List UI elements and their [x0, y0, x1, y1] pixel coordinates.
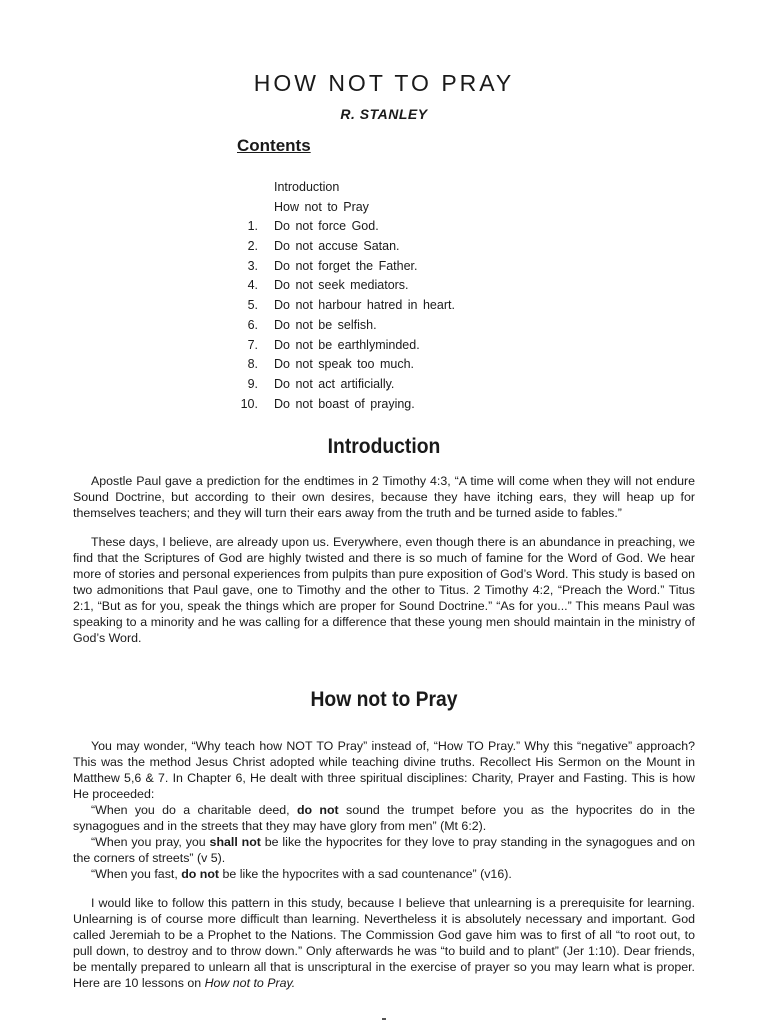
toc-label: Do not accuse Satan.: [274, 239, 400, 254]
emphasis-text: do not: [296, 803, 339, 817]
quote-fasting: “When you fast, do not be like the hypocrites with a sad countenance” (v16).: [91, 867, 512, 881]
toc-item[interactable]: [232, 316, 532, 336]
table-of-contents: [232, 178, 532, 414]
page-footer-mark: [382, 1018, 386, 1020]
toc-label: How not to Pray: [274, 199, 369, 214]
toc-item[interactable]: [232, 217, 532, 237]
toc-label: Do not be earthlyminded.: [274, 337, 420, 352]
toc-label: Do not speak too much.: [274, 357, 415, 372]
toc-item[interactable]: [232, 257, 532, 277]
toc-number: 3.: [247, 258, 258, 273]
toc-item[interactable]: [232, 178, 532, 198]
quote-charity: “When you do a charitable deed, do not sound the trumpet before you as the hypocrites do in the synagogues and in the streets that they may have glory from men” (Mt 6:2).: [73, 803, 695, 833]
toc-label: Do not act artificially.: [274, 376, 395, 391]
emphasis-text: shall not: [209, 835, 261, 849]
how-paragraph-1: You may wonder, “Why teach how NOT TO Pray” instead of, “How TO Pray.” Why this “negative” approach? This was the method Jesus Christ adopted while teaching divine truths. Recollect His Sermon on the Mount in Matthew 5,6 & 7. In Chapter 6, He dealt with three spiritual disciplines: Charity, Prayer and Fasting. This is how He proceeded:: [73, 739, 695, 801]
how-not-to-pray-heading: How not to Pray: [310, 688, 458, 711]
toc-number: 7.: [247, 337, 258, 352]
toc-number: 4.: [247, 278, 258, 293]
toc-item[interactable]: [232, 355, 532, 375]
toc-label: Introduction: [274, 180, 340, 194]
intro-paragraph-2: These days, I believe, are already upon us. Everywhere, even though there is an abundance in preaching, we find that the Scriptures of God are highly twisted and there is so much of famine for the Word of God. We hear more of stories and personal experiences from pulpits than pure exposition of God’s Word. This study is based on two admonitions that Paul gave, one to Timothy and the other to Titus. 2 Timothy 4:2, “Preach the Word.” Titus 2:1, “But as for you, speak the things which are proper for Sound Doctrine.” “As for you...” This means Paul was speaking to a minority and he was calling for a difference that these young men should maintain in the ministry of God’s Word.: [73, 535, 695, 645]
toc-number: 9.: [247, 376, 258, 391]
how-paragraph-2: I would like to follow this pattern in this study, because I believe that unlearning is a prerequisite for learning. Unlearning is of course more difficult than learning. Nevertheless it is absolutely necessary and important. God called Jeremiah to be a Prophet to the Nations. The Commission God gave him was to first of all “to root out, to pull down, to destroy and to throw down.” Only afterwards he was “to build and to plant” (Jer 1:10). Dear friends, be mentally prepared to unlearn all that is unscriptural in the exercise of prayer so you may learn what is proper. Here are 10 lessons on How not to Pray.: [73, 896, 695, 990]
toc-number: 1.: [247, 219, 258, 234]
toc-label: Do not force God.: [274, 219, 379, 234]
quote-prayer: “When you pray, you shall not be like the hypocrites for they love to pray standing in the synagogues and on the corners of streets” (v 5).: [73, 835, 695, 865]
introduction-section: [73, 473, 695, 646]
toc-item[interactable]: [232, 296, 532, 316]
toc-number: 2.: [247, 239, 258, 254]
intro-paragraph-1: Apostle Paul gave a prediction for the endtimes in 2 Timothy 4:3, “A time will come when they will not endure Sound Doctrine, but according to their own desires, because they have itching ears, they will heap up for themselves teachers; and they will turn their ears away from the truth and be turned aside to fables.”: [73, 474, 695, 520]
toc-item[interactable]: [232, 375, 532, 395]
toc-number: [232, 178, 274, 198]
toc-item[interactable]: [232, 395, 532, 415]
toc-label: Do not be selfish.: [274, 317, 377, 332]
how-not-to-pray-section: [73, 738, 695, 991]
toc-item[interactable]: [232, 198, 532, 218]
toc-number: 6.: [247, 317, 258, 332]
toc-number: [232, 198, 274, 218]
contents-heading: Contents: [237, 136, 311, 155]
toc-item[interactable]: [232, 336, 532, 356]
toc-label: Do not forget the Father.: [274, 258, 418, 273]
toc-number: 8.: [247, 357, 258, 372]
toc-label: Do not seek mediators.: [274, 278, 409, 293]
toc-number: 10.: [240, 396, 258, 411]
toc-item[interactable]: [232, 276, 532, 296]
toc-label: Do not boast of praying.: [274, 396, 415, 411]
document-title: HOW NOT TO PRAY: [253, 70, 515, 96]
author-name: R. STANLEY: [340, 106, 428, 122]
italic-title: How not to Pray.: [204, 976, 296, 990]
toc-item[interactable]: [232, 237, 532, 257]
toc-number: 5.: [247, 298, 258, 313]
emphasis-text: do not: [181, 867, 220, 881]
toc-label: Do not harbour hatred in heart.: [274, 298, 455, 313]
introduction-heading: Introduction: [327, 435, 441, 458]
